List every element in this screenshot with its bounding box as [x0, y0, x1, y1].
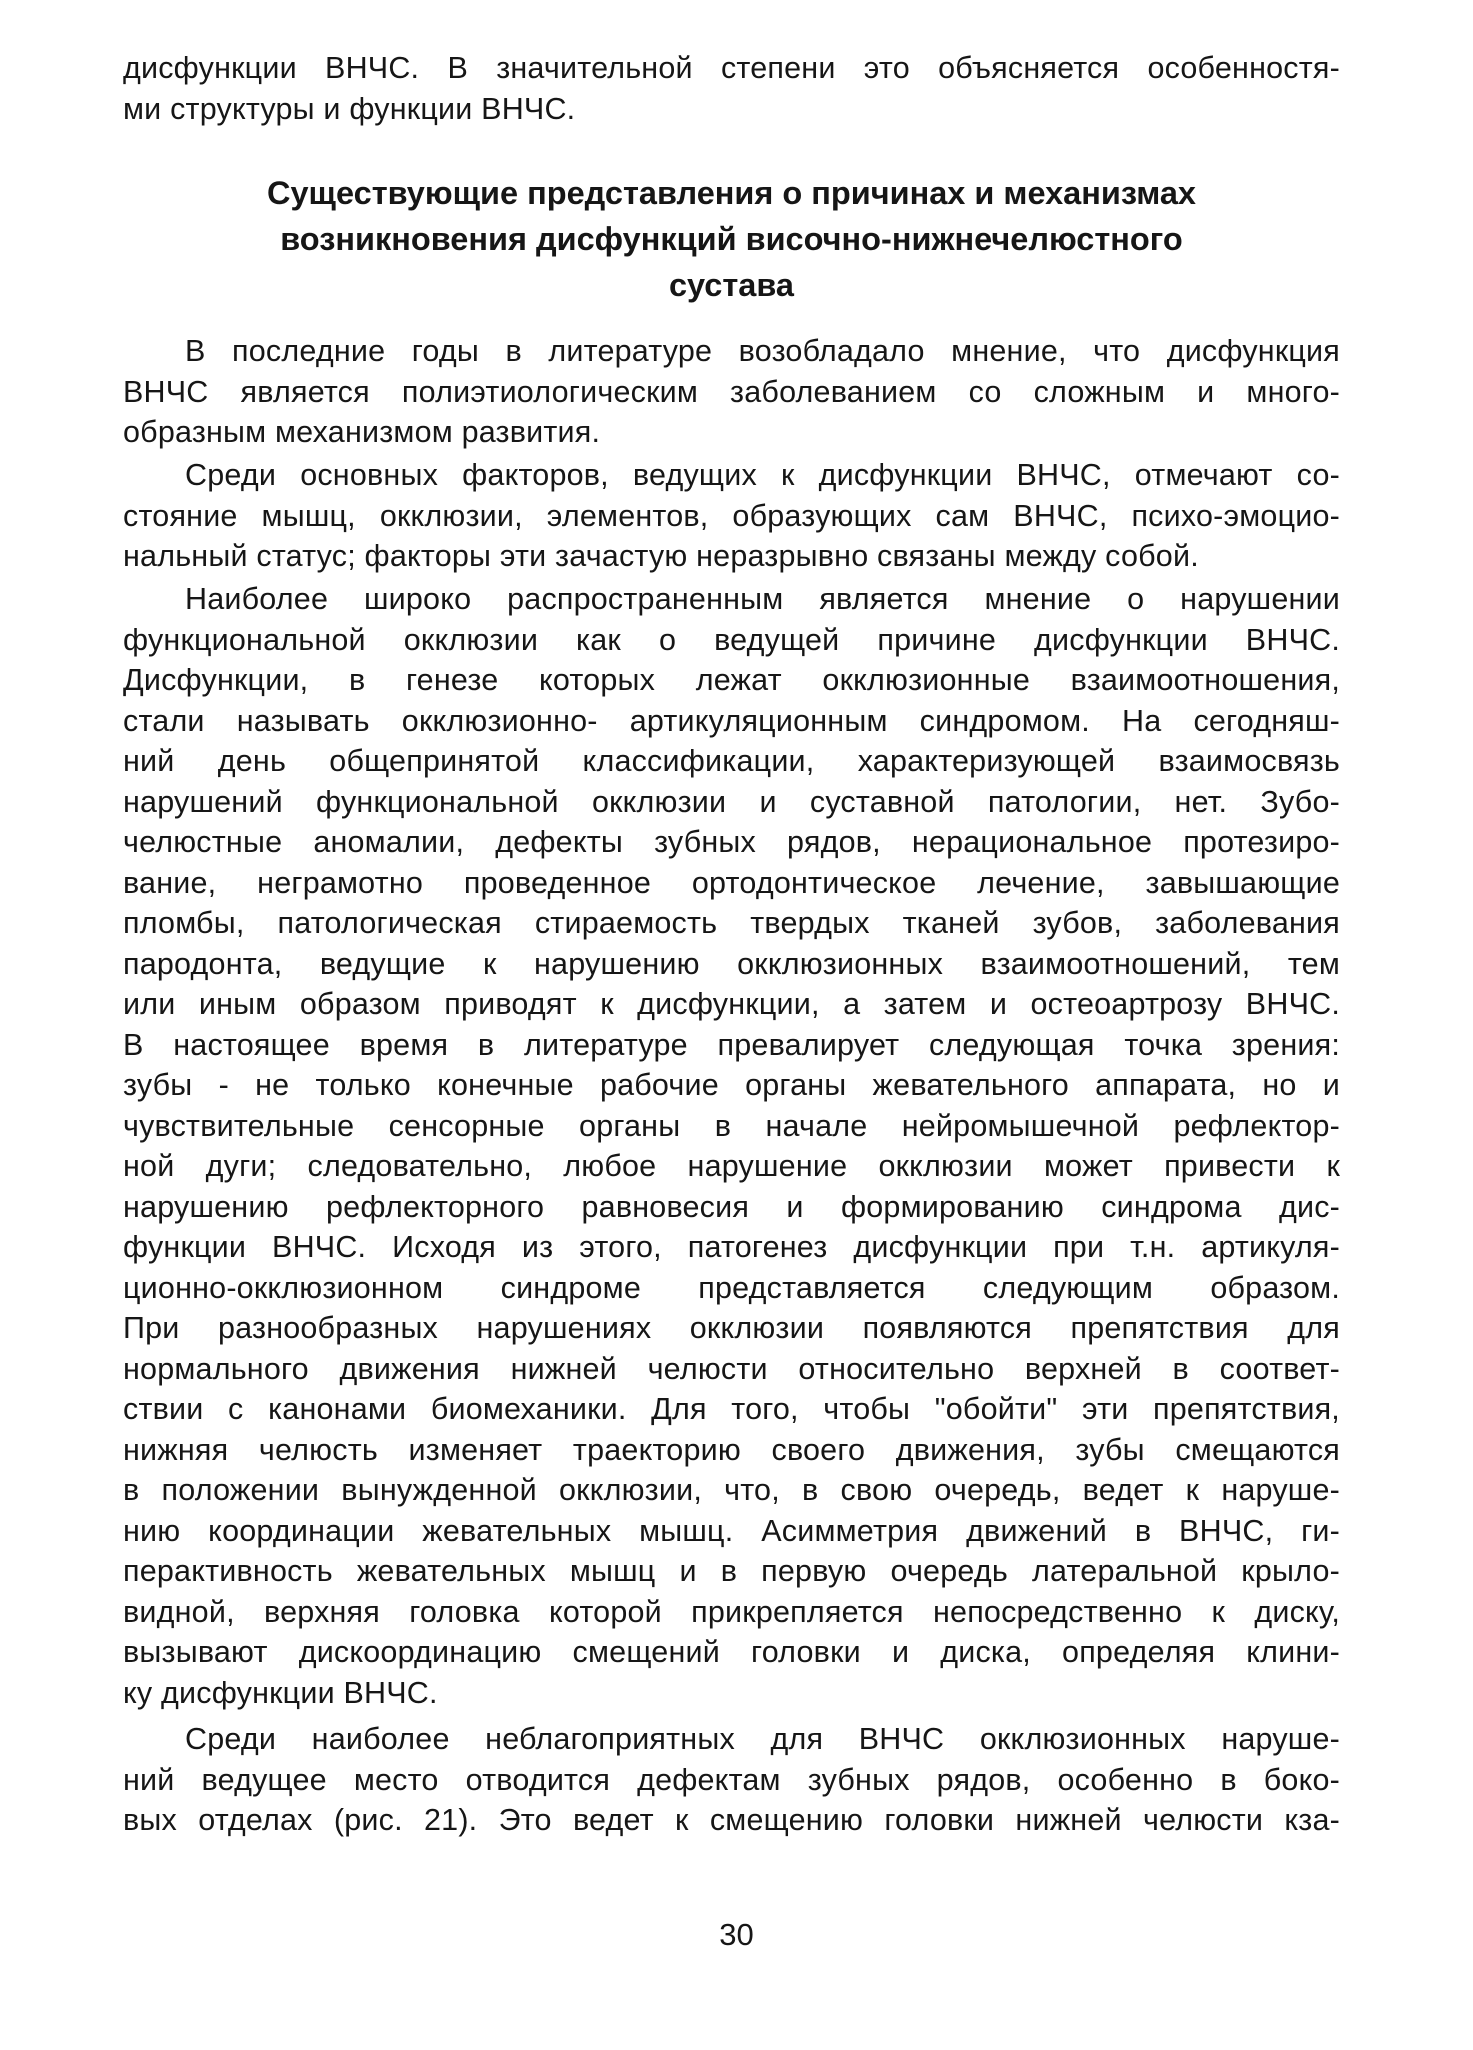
- heading-line: сустава: [668, 267, 795, 303]
- page-number: 30: [719, 1917, 754, 1952]
- text-line: в положении вынужденной окклюзии, что, в свою очередь, ведет к наруше-: [123, 1473, 1340, 1507]
- heading-line: Существующие представления о причинах и механизмах: [267, 175, 1196, 211]
- text-line: зубы - не только конечные рабочие органы жевательного аппарата, но и: [123, 1068, 1340, 1102]
- text-line: нижняя челюсть изменяет траекторию своего движения, зубы смещаются: [123, 1432, 1340, 1467]
- text-line: нарушений функциональной окклюзии и суставной патологии, нет. Зубо-: [123, 784, 1340, 819]
- paragraph-2: [123, 455, 1340, 577]
- text-line: ми структуры и функции ВНЧС.: [123, 91, 576, 126]
- text-line: или иным образом приводят к дисфункции, а затем и остеоартрозу ВНЧС.: [123, 987, 1340, 1021]
- text-line: Дисфункции, в генезе которых лежат окклюзионные взаимоотношения,: [123, 663, 1340, 697]
- text-line: вание, неграмотно проведенное ортодонтическое лечение, завышающие: [123, 865, 1340, 900]
- continued-paragraph: [123, 48, 1340, 129]
- text-line: функции ВНЧС. Исходя из этого, патогенез дисфункции при т.н. артикуля-: [123, 1230, 1340, 1264]
- text-line: Среди основных факторов, ведущих к дисфункции ВНЧС, отмечают со-: [185, 458, 1340, 492]
- text-line: дисфункции ВНЧС. В значительной степени это объясняется особенностя-: [123, 51, 1340, 85]
- text-line: функциональной окклюзии как о ведущей причине дисфункции ВНЧС.: [123, 622, 1340, 657]
- text-line: челюстные аномалии, дефекты зубных рядов, нерациональное протезиро-: [123, 825, 1340, 859]
- text-line: При разнообразных нарушениях окклюзии появляются препятствия для: [123, 1311, 1340, 1345]
- text-line: Среди наиболее неблагоприятных для ВНЧС окклюзионных наруше-: [185, 1722, 1340, 1756]
- text-line: нию координации жевательных мышц. Асимметрия движений в ВНЧС, ги-: [123, 1513, 1340, 1548]
- text-line: ВНЧС является полиэтиологическим заболеванием со сложным и много-: [123, 374, 1340, 409]
- paragraph-4: [123, 1719, 1340, 1841]
- text-line: ку дисфункции ВНЧС.: [123, 1675, 438, 1710]
- heading-line: возникновения дисфункций височно-нижнечелюстного: [280, 221, 1183, 257]
- text-line: вых отделах (рис. 21). Это ведет к смещению головки нижней челюсти кза-: [123, 1803, 1340, 1837]
- text-line: чувствительные сенсорные органы в начале нейромышечной рефлектор-: [123, 1108, 1340, 1143]
- text-line: нарушению рефлекторного равновесия и формированию синдрома дис-: [123, 1189, 1340, 1224]
- text-line: пародонта, ведущие к нарушению окклюзионных взаимоотношений, тем: [123, 946, 1340, 981]
- text-line: стояние мышц, окклюзии, элементов, образующих сам ВНЧС, психо-эмоцио-: [123, 498, 1340, 533]
- text-line: ствии с канонами биомеханики. Для того, чтобы "обойти" эти препятствия,: [123, 1392, 1340, 1426]
- text-line: перактивность жевательных мышц и в первую очередь латеральной крыло-: [123, 1554, 1340, 1588]
- paragraph-3: [123, 579, 1340, 1713]
- text-line: ной дуги; следовательно, любое нарушение окклюзии может привести к: [123, 1149, 1340, 1183]
- text-line: ционно-окклюзионном синдроме представляется следующим образом.: [123, 1270, 1340, 1305]
- text-line: нормального движения нижней челюсти относительно верхней в соответ-: [123, 1351, 1340, 1386]
- section-heading: [123, 170, 1340, 308]
- text-line: стали называть окклюзионно- артикуляционным синдромом. На сегодняш-: [123, 703, 1340, 738]
- text-line: образным механизмом развития.: [123, 415, 601, 449]
- text-line: нальный статус; факторы эти зачастую неразрывно связаны между собой.: [123, 539, 1199, 573]
- text-line: вызывают дискоординацию смещений головки и диска, определяя клини-: [123, 1635, 1340, 1669]
- paragraph-1: [123, 331, 1340, 453]
- text-line: пломбы, патологическая стираемость твердых тканей зубов, заболевания: [123, 906, 1340, 940]
- text-line: В последние годы в литературе возобладало мнение, что дисфункция: [185, 334, 1340, 368]
- text-line: В настоящее время в литературе превалирует следующая точка зрения:: [123, 1027, 1340, 1062]
- text-line: ний ведущее место отводится дефектам зубных рядов, особенно в боко-: [123, 1762, 1340, 1797]
- text-line: ний день общепринятой классификации, характеризующей взаимосвязь: [123, 744, 1340, 778]
- text-line: Наиболее широко распространенным является мнение о нарушении: [185, 582, 1340, 616]
- text-line: видной, верхняя головка которой прикрепляется непосредственно к диску,: [123, 1594, 1340, 1629]
